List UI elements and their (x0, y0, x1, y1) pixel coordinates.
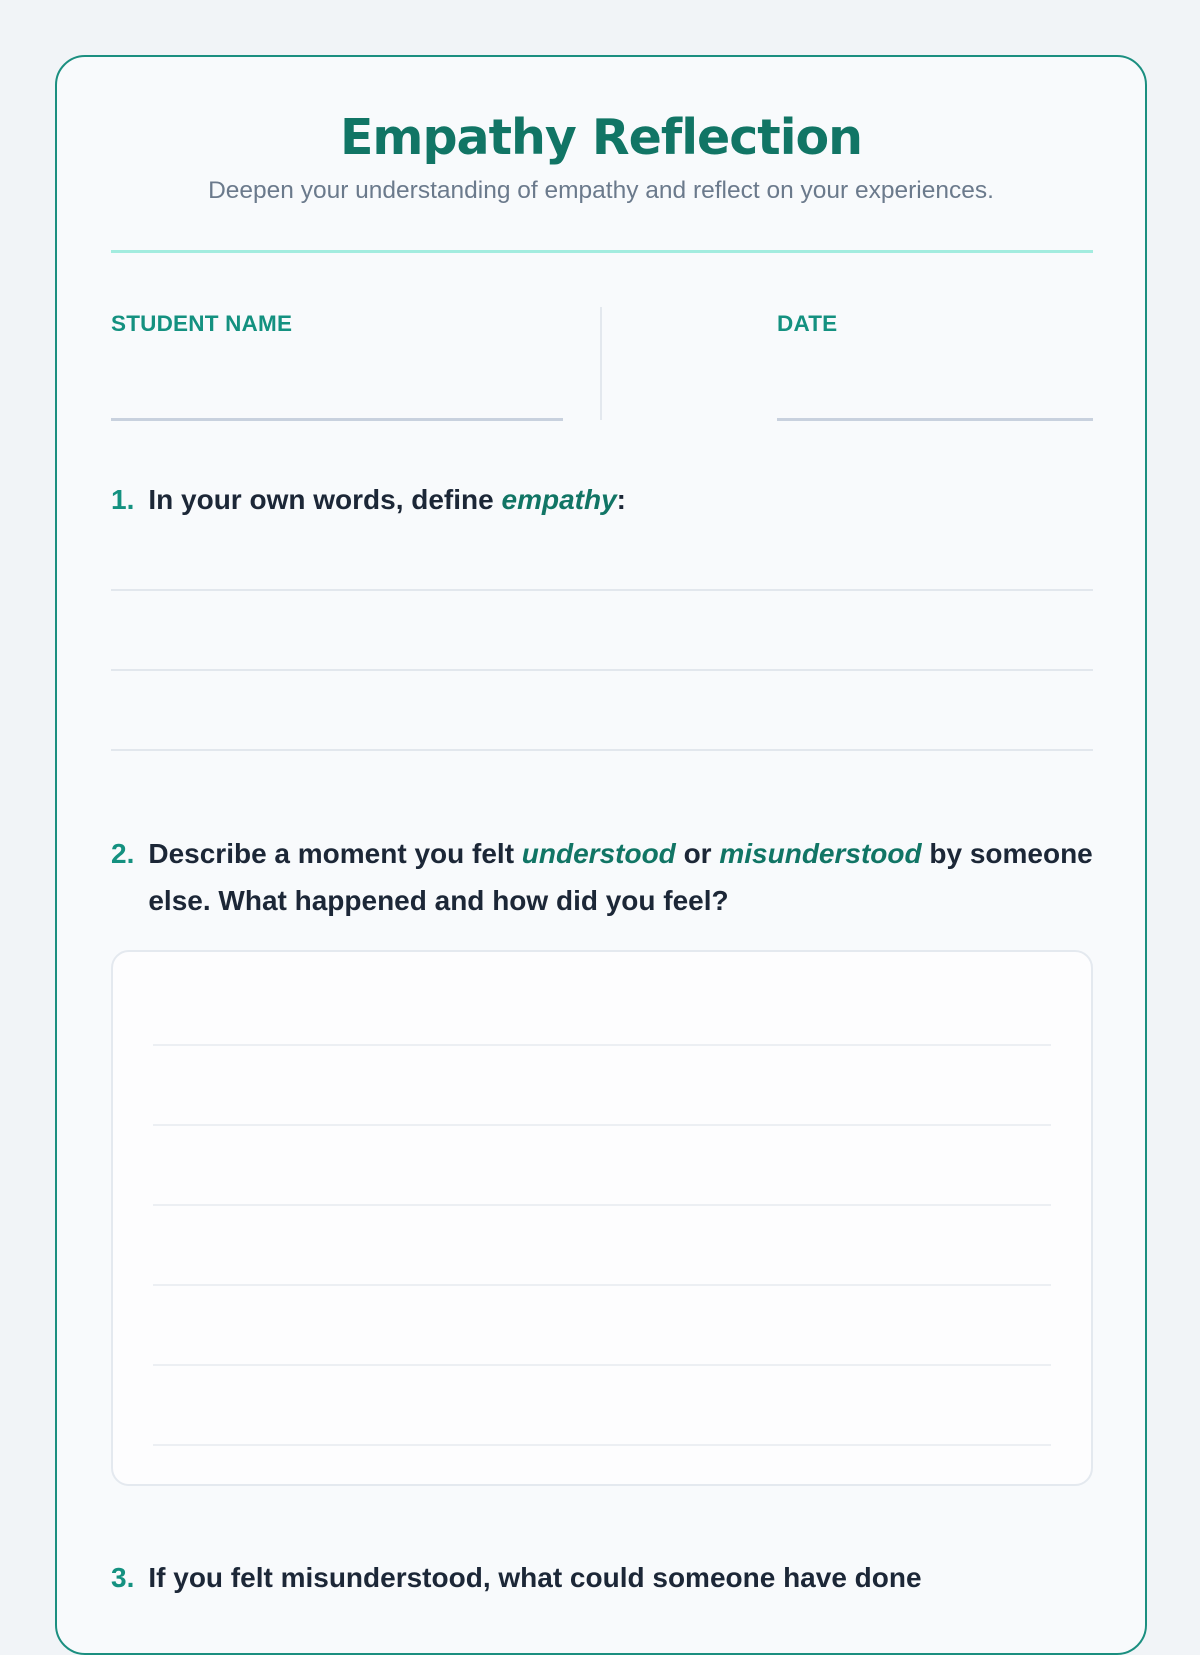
answer-box-q2[interactable] (111, 950, 1093, 1486)
answer-line-q1-1[interactable] (111, 589, 1093, 591)
page-title: Empathy Reflection (339, 109, 863, 166)
writing-line (153, 1444, 1051, 1446)
question-3 (111, 1554, 1093, 1601)
writing-line (153, 1364, 1051, 1366)
writing-line (153, 1124, 1051, 1126)
answer-line-q1-3[interactable] (111, 749, 1093, 751)
writing-line (153, 1044, 1051, 1046)
keyword-misunderstood: misunderstood (719, 838, 922, 869)
question-text: In your own words, define empathy: (148, 484, 626, 515)
page-subtitle: Deepen your understanding of empathy and reflect on your experiences. (208, 177, 994, 204)
question-2 (111, 830, 1093, 924)
date-label: DATE (777, 311, 838, 336)
keyword-understood: understood (521, 838, 676, 869)
student-name-label: STUDENT NAME (111, 311, 293, 336)
question-number: 2. (111, 838, 135, 869)
worksheet-card (55, 55, 1147, 1655)
question-number: 3. (111, 1562, 135, 1593)
keyword-empathy: empathy (501, 484, 617, 515)
date-field[interactable] (777, 418, 1093, 421)
writing-line (153, 1204, 1051, 1206)
field-divider (600, 307, 602, 420)
question-1 (111, 476, 1093, 523)
writing-line (153, 1284, 1051, 1286)
question-number: 1. (111, 484, 135, 515)
header-divider (111, 250, 1093, 253)
answer-line-q1-2[interactable] (111, 669, 1093, 671)
student-name-field[interactable] (111, 418, 563, 421)
question-text: If you felt misunderstood, what could someone have done (148, 1562, 922, 1593)
question-text: Describe a moment you felt understood or misunderstood by someone else. What happened and how did you feel? (148, 838, 1093, 916)
